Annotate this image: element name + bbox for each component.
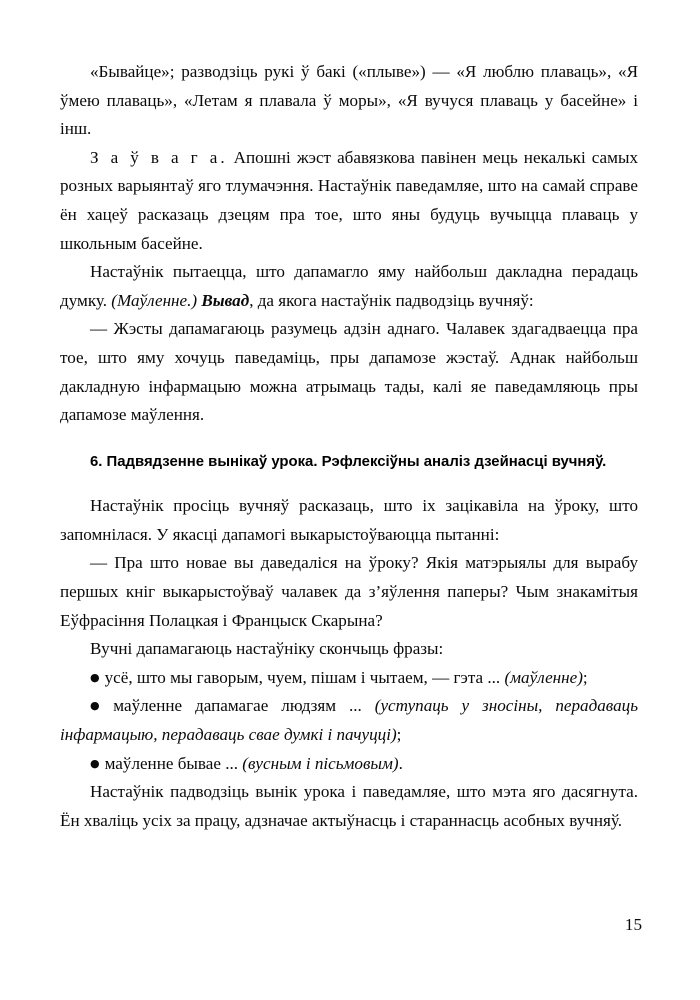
list-item-answer: (уступаць у зносіны, перадаваць інфармацыю, перадаваць свае думкі і пачуцці)	[60, 696, 638, 744]
paragraph-note	[60, 144, 638, 258]
spacer-after-heading	[60, 474, 638, 492]
paragraph-text: — Жэсты дапамагаюць разумець адзін аднаго. Чалавек здагадваецца пра тое, што яму хочуць паведаміць, пры дапамозе жэстаў. Аднак найбольш дакладную інфармацыю можна атрымаць тады, калі яе паведамляюць пры дапамозе маўлення.	[60, 319, 638, 425]
note-body: Апошні жэст абавязкова павінен мець некалькі самых розных варыянтаў яго тлумачэння. Настаўнік паведамляе, што на самай справе ён хацеў расказаць дзецям пра тое, што яны будуць вучыцца плаваць у школьным басейне.	[60, 147, 638, 253]
paragraph-gesture-explanation	[60, 315, 638, 429]
paragraph-lesson-summary	[60, 778, 638, 835]
bullet-icon: ●	[90, 699, 109, 713]
section-heading-6	[60, 450, 638, 475]
conclusion-lead-text: Настаўнік пытаецца, што дапамагло яму найбольш дакладна перадаць думку.	[60, 262, 638, 310]
bullet-icon: ●	[90, 670, 100, 684]
list-item	[60, 664, 638, 693]
conclusion-keyword: Вывад	[201, 290, 250, 310]
paragraph-conclusion-lead	[60, 258, 638, 315]
paragraph-finish-phrases	[60, 635, 638, 664]
bullet-icon: ●	[90, 756, 100, 770]
list-item-answer: (маўленне)	[504, 667, 583, 687]
conclusion-trailing-text: , да якога настаўнік падводзіць вучняў:	[249, 290, 534, 310]
paragraph-text: Настаўнік падводзіць вынік урока і паведамляе, што мэта яго дасягнута. Ён хваліць усіх за працу, адзначае актыўнасць і стараннасць асобных вучняў.	[60, 782, 638, 830]
list-item-text: маўленне дапамагае людзям ...	[113, 696, 375, 716]
note-label: З а ў в а г а.	[90, 147, 228, 167]
paragraph-text: Вучні дапамагаюць настаўніку скончыць фразы:	[90, 639, 444, 659]
paragraph-text: — Пра што новае вы даведаліся на ўроку? Якія матэрыялы для вырабу першых кніг выкарыстоўваў чалавек да з’яўлення паперы? Чым знакамітыя Еўфрасіння Полацкая і Францыск Скарына?	[60, 553, 638, 630]
list-item	[60, 750, 638, 779]
list-item-text: усё, што мы гаворым, чуем, пішам і чытаем, — гэта ...	[104, 667, 505, 687]
list-item-punctuation: ;	[582, 667, 588, 687]
paragraph-questions	[60, 549, 638, 635]
list-item	[60, 692, 638, 749]
list-item-answer: (вусным і пісьмовым)	[242, 753, 399, 773]
spacer-before-heading	[60, 430, 638, 450]
paragraph-teacher-asks	[60, 492, 638, 549]
text-column	[60, 58, 638, 835]
conclusion-italic-note: (Маўленне.)	[111, 290, 198, 310]
paragraph-text: Настаўнік просіць вучняў расказаць, што іх зацікавіла на ўроку, што запомнілася. У якасці дапамогі выкарыстоўваюцца пытанні:	[60, 496, 638, 544]
paragraph-text: «Бывайце»; разводзіць рукі ў бакі («плыве») — «Я люблю плаваць», «Я ўмею плаваць», «Летам я плавала ў моры», «Я вучуся плаваць у басейне» і інш.	[60, 62, 638, 139]
paragraph-gestures-phrases	[60, 58, 638, 144]
section-heading-label: 6. Падвядзенне вынікаў урока. Рэфлексіўны аналіз дзейнасці вучняў.	[90, 453, 607, 470]
list-item-punctuation: .	[398, 753, 403, 773]
page-number: 15	[624, 915, 642, 934]
list-item-punctuation: ;	[396, 724, 402, 744]
list-item-text: маўленне бывае ...	[104, 753, 243, 773]
